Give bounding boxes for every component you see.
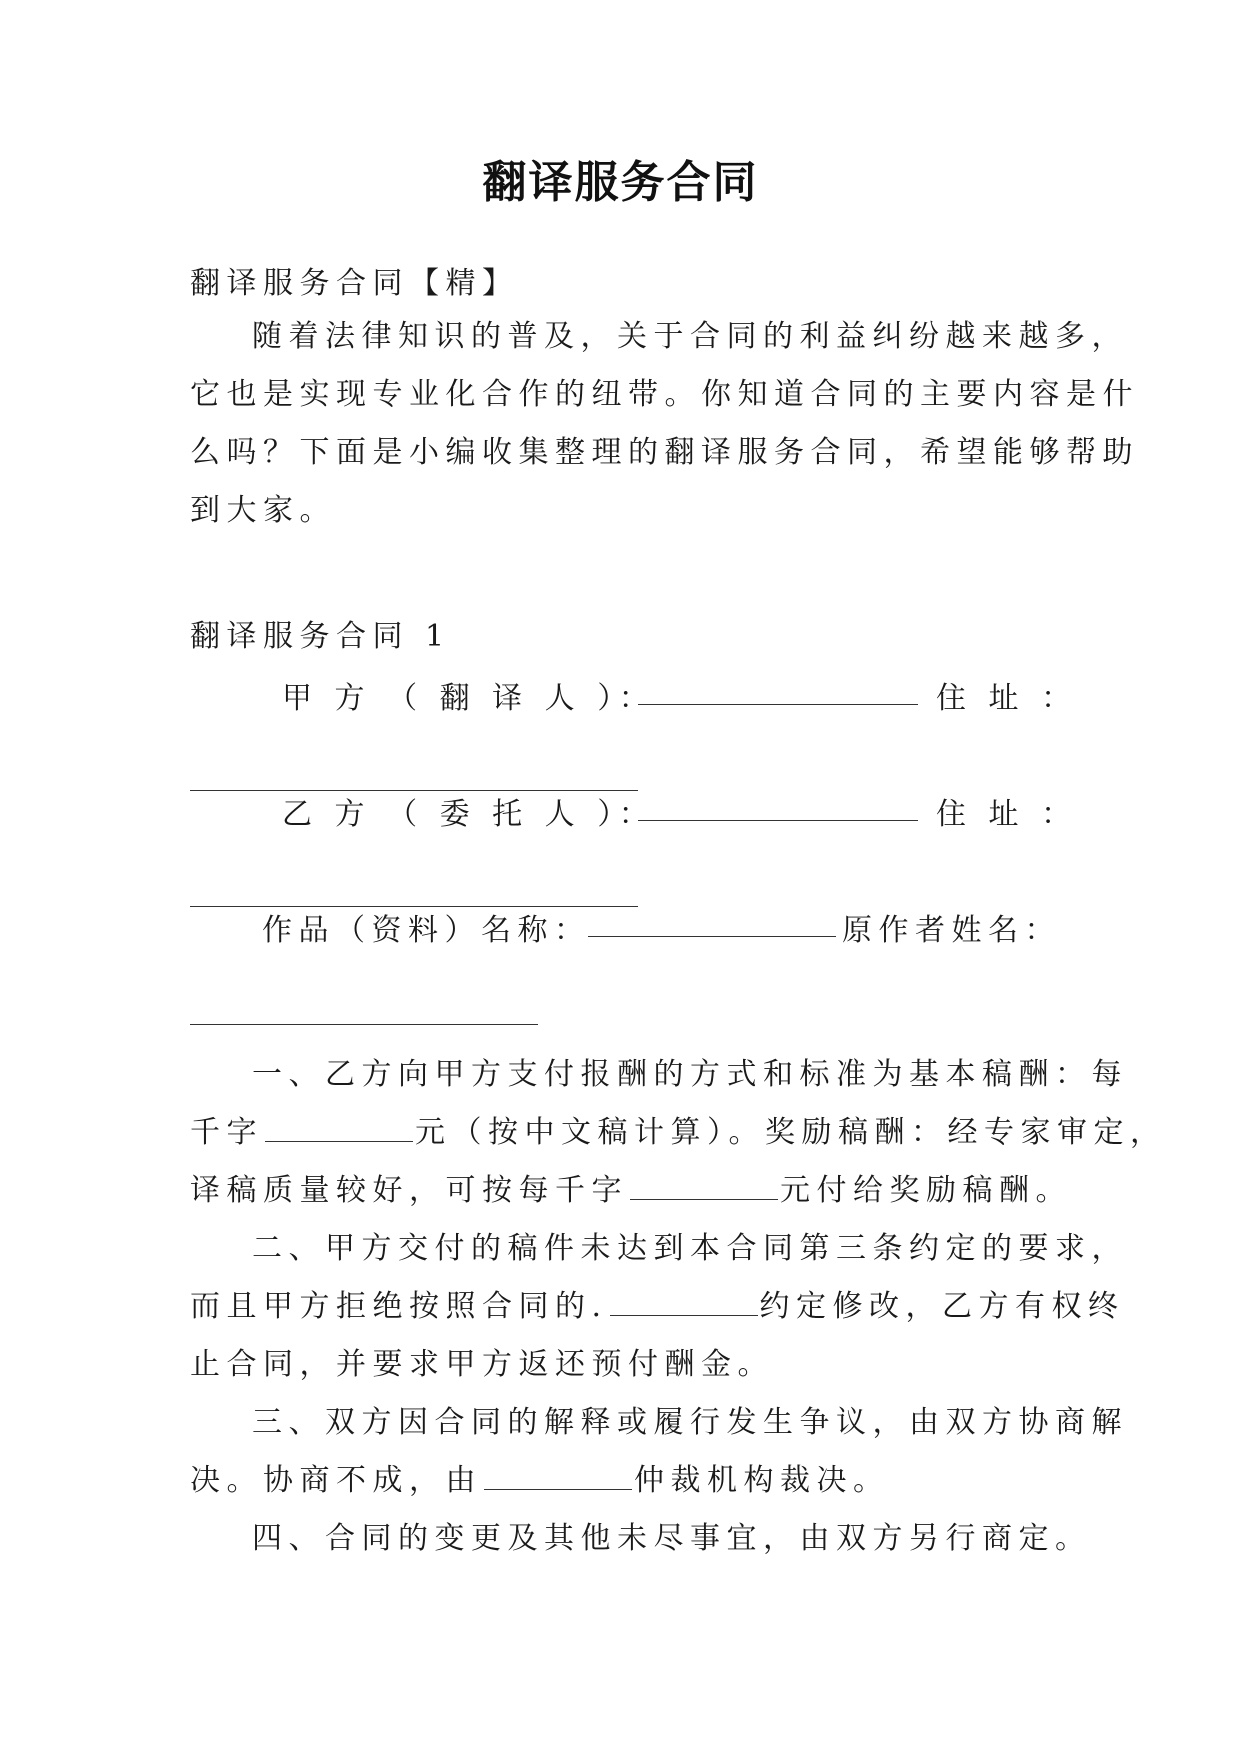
clause-1-line-3 bbox=[190, 1162, 1072, 1220]
party-a-label: 甲 方 （ 翻 译 人 ）： bbox=[282, 681, 656, 716]
clause-3-text-a: 决。协商不成，由 bbox=[190, 1463, 482, 1498]
document-subtitle: 翻译服务合同【精】 bbox=[190, 266, 519, 301]
clause-2-line-3: 止合同，并要求甲方返还预付酬金。 bbox=[190, 1347, 774, 1382]
clause-3-blank bbox=[484, 1463, 632, 1490]
clause-1-blank-1 bbox=[265, 1115, 413, 1142]
clause-2-line-1: 二、甲方交付的稿件未达到本合同第三条约定的要求， bbox=[252, 1231, 1128, 1266]
clause-3-text-b: 仲裁机构裁决。 bbox=[634, 1463, 890, 1498]
author-label: 原作者姓名： bbox=[842, 913, 1061, 948]
work-name-blank bbox=[588, 936, 836, 937]
clause-1-line-2 bbox=[190, 1104, 1167, 1162]
clause-1-text-d: 元付给奖励稿酬。 bbox=[780, 1173, 1072, 1208]
party-b-label: 乙 方 （ 委 托 人 ）： bbox=[282, 797, 656, 832]
author-blank bbox=[190, 1024, 538, 1025]
clause-2-line-2 bbox=[190, 1278, 1125, 1336]
clause-3-line-1: 三、双方因合同的解释或履行发生争议，由双方协商解 bbox=[252, 1405, 1128, 1440]
work-name-label: 作品（资料）名称： bbox=[262, 913, 591, 948]
party-a-name-blank bbox=[638, 704, 918, 705]
clause-1-text-c: 译稿质量较好，可按每千字 bbox=[190, 1173, 628, 1208]
intro-line-2: 它也是实现专业化合作的纽带。你知道合同的主要内容是什 bbox=[190, 377, 1139, 412]
clause-3-line-2 bbox=[190, 1452, 1060, 1510]
clause-1-blank-2 bbox=[630, 1173, 778, 1200]
clause-4-line-1: 四、合同的变更及其他未尽事宜，由双方另行商定。 bbox=[252, 1521, 1092, 1556]
clause-2-blank bbox=[610, 1289, 758, 1316]
party-a-address-label: 住 址 ： bbox=[936, 681, 1078, 716]
clause-1-line-1: 一、乙方向甲方支付报酬的方式和标准为基本稿酬：每 bbox=[252, 1057, 1128, 1092]
intro-line-3: 么吗？下面是小编收集整理的翻译服务合同，希望能够帮助 bbox=[190, 435, 1139, 470]
clause-2-text-a: 而且甲方拒绝按照合同的. bbox=[190, 1289, 608, 1324]
document-title: 翻译服务合同 bbox=[482, 157, 759, 208]
intro-line-4: 到大家。 bbox=[190, 493, 336, 528]
clause-2-text-b: 约定修改，乙方有权终 bbox=[759, 1289, 1125, 1324]
section-heading: 翻译服务合同 1 bbox=[190, 619, 451, 654]
party-b-name-blank bbox=[638, 820, 918, 821]
clause-1-text-a: 千字 bbox=[190, 1115, 263, 1150]
intro-line-1: 随着法律知识的普及，关于合同的利益纠纷越来越多， bbox=[252, 319, 1128, 354]
party-b-address-label: 住 址 ： bbox=[936, 797, 1078, 832]
clause-1-text-b: 元（按中文稿计算）。奖励稿酬：经专家审定， bbox=[415, 1115, 1167, 1150]
